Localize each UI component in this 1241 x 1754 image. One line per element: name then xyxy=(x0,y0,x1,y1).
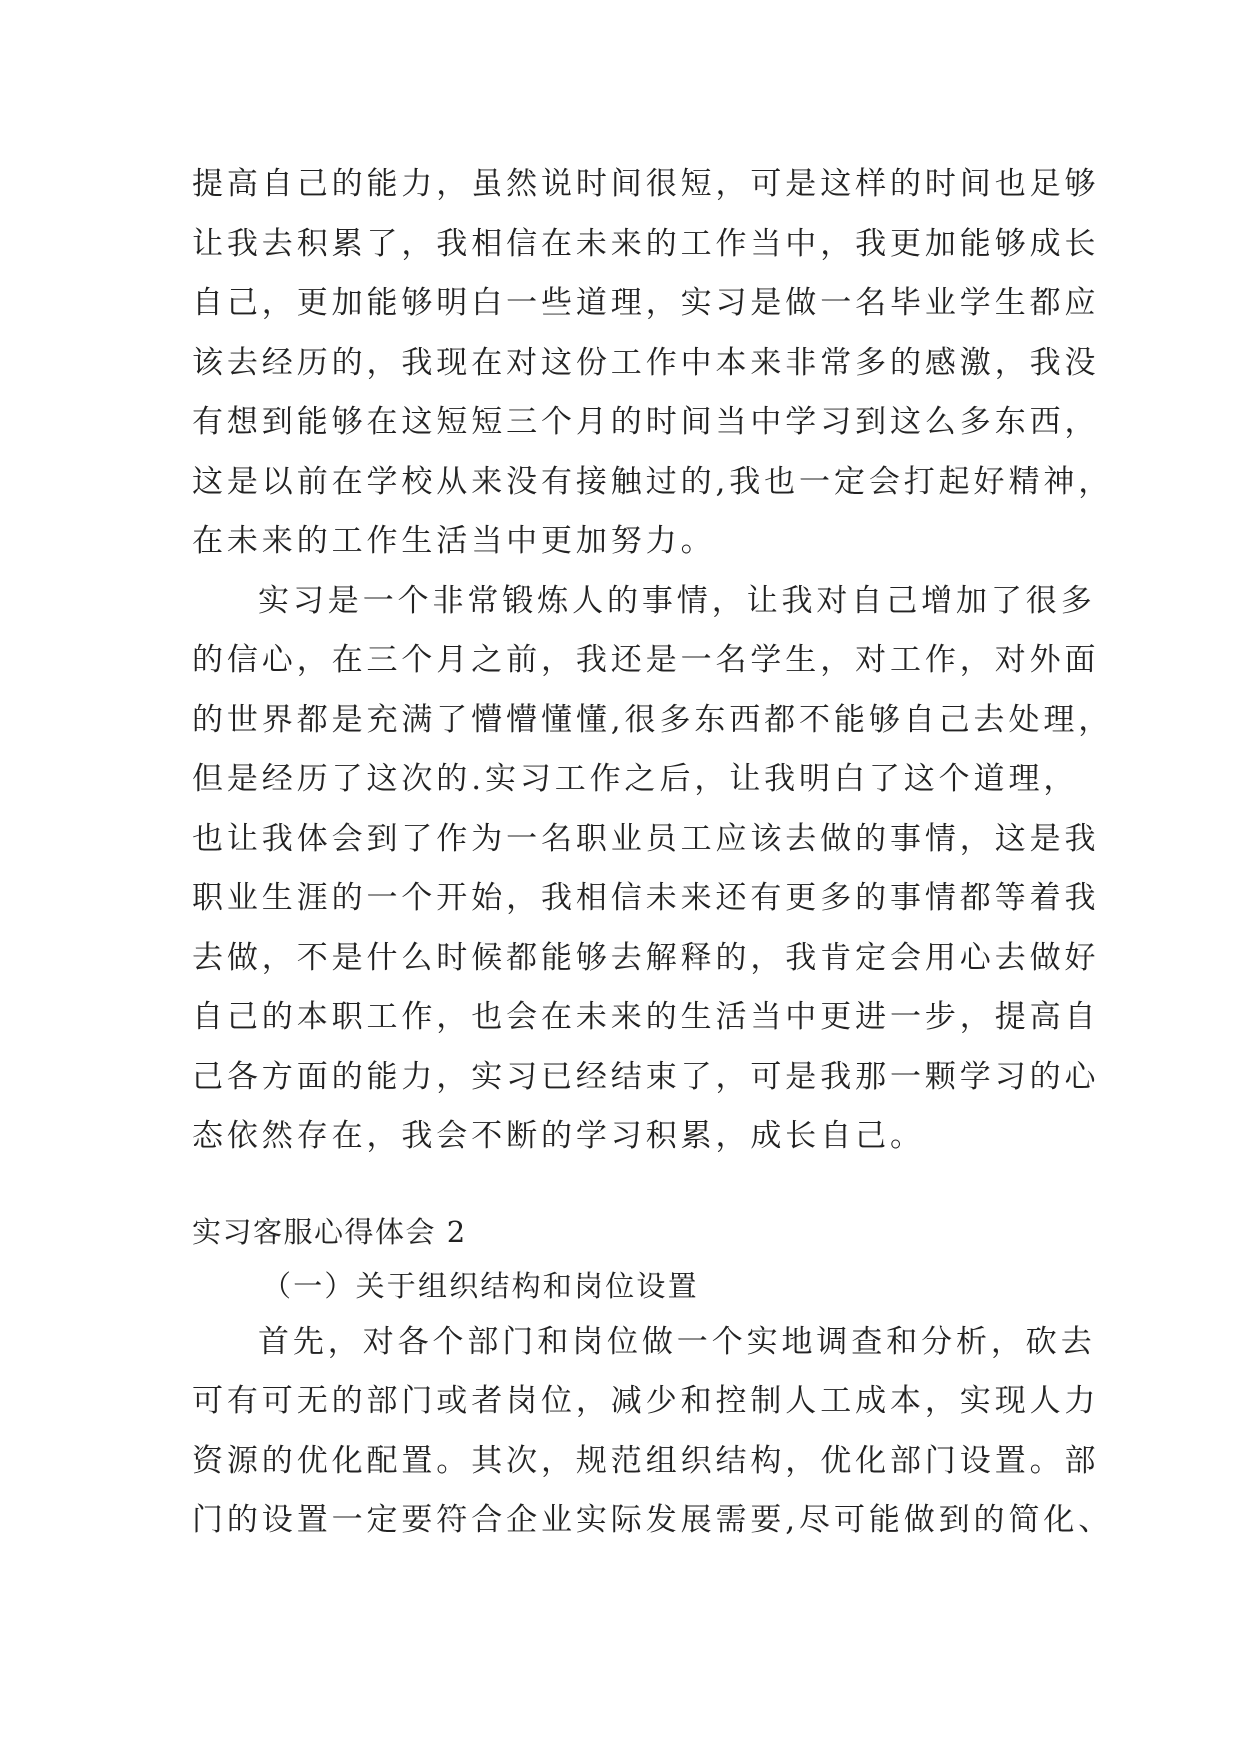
text-line: 门的设置一定要符合企业实际发展需要,尽可能做到的简化、 xyxy=(192,1502,1114,1538)
text-line: 去做，不是什么时候都能够去解释的，我肯定会用心去做好 xyxy=(192,940,1100,976)
text-line: 也让我体会到了作为一名职业员工应该去做的事情，这是我 xyxy=(192,821,1100,857)
text-line: 职业生涯的一个开始，我相信未来还有更多的事情都等着我 xyxy=(192,880,1100,916)
text-line: 该去经历的，我现在对这份工作中本来非常多的感激，我没 xyxy=(192,345,1100,381)
text-line: 的信心，在三个月之前，我还是一名学生，对工作，对外面 xyxy=(192,642,1100,678)
text-line: 实习是一个非常锻炼人的事情，让我对自己增加了很多 xyxy=(258,583,1096,619)
text-line: 的世界都是充满了懵懵懂懂,很多东西都不能够自己去处理， xyxy=(192,702,1114,738)
text-line: 但是经历了这次的.实习工作之后，让我明白了这个道理， xyxy=(192,761,1079,797)
text-line: 己各方面的能力，实习已经结束了，可是我那一颗学习的心 xyxy=(192,1059,1100,1095)
text-line: 可有可无的部门或者岗位，减少和控制人工成本，实现人力 xyxy=(192,1383,1100,1419)
text-line: 态依然存在，我会不断的学习积累，成长自己。 xyxy=(192,1118,925,1154)
text-line: 首先，对各个部门和岗位做一个实地调查和分析，砍去 xyxy=(258,1324,1096,1360)
section-subheading: （一）关于组织结构和岗位设置 xyxy=(262,1269,699,1303)
text-line: 让我去积累了，我相信在未来的工作当中，我更加能够成长 xyxy=(192,226,1100,262)
section-heading: 实习客服心得体会 2 xyxy=(192,1215,467,1249)
text-line: 资源的优化配置。其次，规范组织结构，优化部门设置。部 xyxy=(192,1443,1100,1479)
text-line: 这是以前在学校从来没有接触过的,我也一定会打起好精神， xyxy=(192,464,1114,500)
text-line: 自己，更加能够明白一些道理，实习是做一名毕业学生都应 xyxy=(192,285,1100,321)
text-line: 在未来的工作生活当中更加努力。 xyxy=(192,523,716,559)
text-line: 自己的本职工作，也会在未来的生活当中更进一步，提高自 xyxy=(192,999,1100,1035)
text-line: 提高自己的能力，虽然说时间很短，可是这样的时间也足够 xyxy=(192,166,1100,202)
text-line: 有想到能够在这短短三个月的时间当中学习到这么多东西， xyxy=(192,404,1100,440)
